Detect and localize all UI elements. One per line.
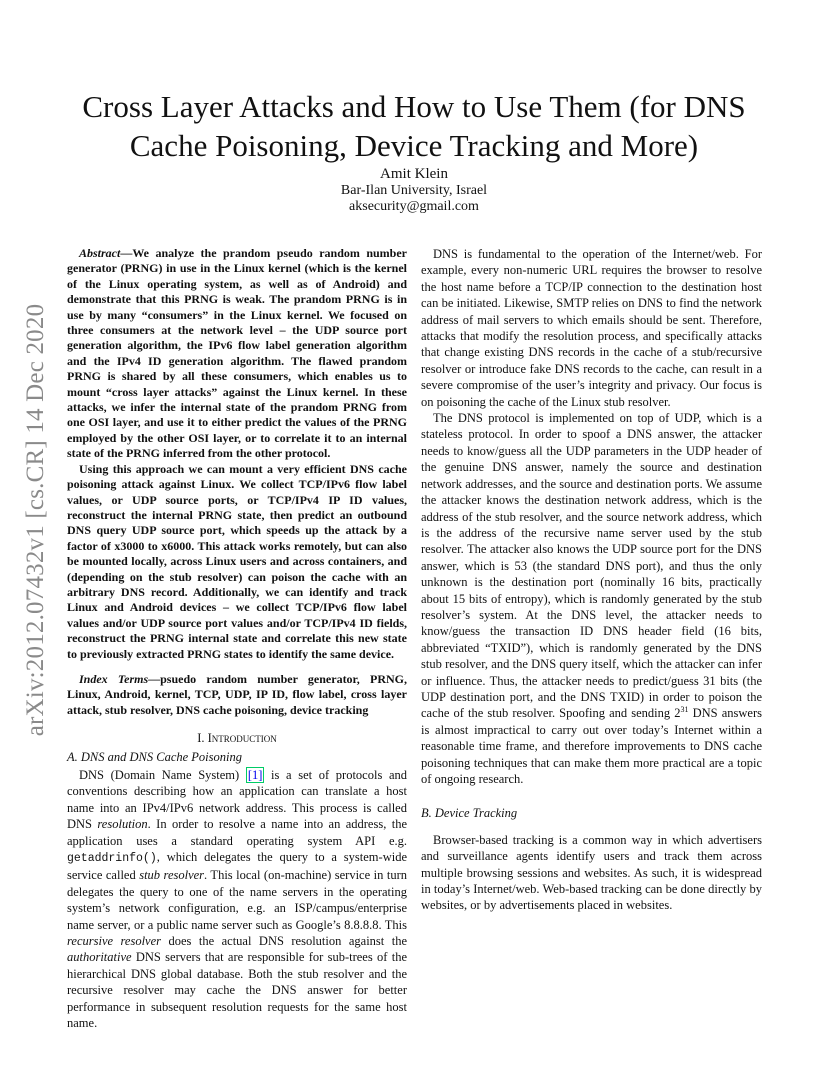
subsection-heading-device-tracking: B. Device Tracking bbox=[421, 806, 518, 821]
subsection-heading-dns: A. DNS and DNS Cache Poisoning bbox=[67, 749, 242, 764]
emphasis-authoritative: authoritative bbox=[67, 950, 132, 965]
intro-paragraph-3 bbox=[421, 410, 762, 787]
abstract-label: Abstract bbox=[79, 246, 121, 260]
author-affiliation: Bar-Ilan University, Israel bbox=[340, 183, 488, 198]
section-heading-introduction: I. Introduction bbox=[197, 731, 277, 746]
abstract-text-1: —We analyze the prandom pseudo random number generator (PRNG) in use in the Linux kernel (which is the kernel of the Linux operating system, as well as of Android) and demonstrate that this PRNG is weak. The prandom PRNG is in use by many “consumers” in the Linux kernel. We focused on three consumers at the network level – the UDP source port generation algorithm, the IPv6 flow label generation algorithm and the IPv4 ID generation algorithm. The flawed prandom PRNG is shared by all these consumers, which enables us to mount “cross layer attacks” against the Linux kernel. In these attacks, we infer the internal state of the prandom PRNG from one OSI layer, and use it to either predict the values of the PRNG employed by the other OSI layer, or to correlate it to an internal state of the PRNG inferred from the other protocol. bbox=[67, 246, 407, 461]
text-run: The DNS protocol is implemented on top of UDP, which is a stateless protocol. In order to spoof a DNS answer, the attacker needs to know/guess all the UDP parameters in the UDP header of the genuine DNS answer, namely the source and destination network addresses, and the source and destination ports. We assume the attacker knows the destination network address, which is the address of the stub resolver, and the source network address, which is the address of the recursive name server used by the stub resolver. The attacker also knows the UDP source port for the DNS answer, which is 53 (the standard DNS port), and thus the only unknown is the destination port (nominally 16 bits, practically about 15 bits of entropy), which is randomly generated by the stub resolver’s system. At the DNS level, the attacker needs to know/guess the transaction ID DNS header field (16 bits, abbreviated “TXID”), which is randomly generated by the DNS stub resolver, and the DNS query itself, which the attacker can infer or influence. Thus, the attacker needs to predict/guess 31 bits (the UDP destination port, and the DNS TXID) in order to poison the cache of the stub resolver. Spoofing and sending 2 bbox=[421, 411, 762, 721]
text-run: . This local (on-machine) service in turn delegates the query to one of the name servers in the operating system’s network configuration, e.g. an ISP/campus/enterprise name server, or a public name server such as Google’s 8.8.8.8. This bbox=[67, 868, 407, 932]
paper-title: Cross Layer Attacks and How to Use Them (for DNS Cache Poisoning, Device Tracking and More) bbox=[82, 88, 746, 163]
index-terms-text: —psuedo random number generator, PRNG, Linux, Android, kernel, TCP, UDP, IP ID, flow label, cross layer attack, stub resolver, DNS cache poisoning, device tracking bbox=[67, 671, 407, 717]
abstract-paragraph-2: Using this approach we can mount a very efficient DNS cache poisoning attack against Linux. We collect TCP/IPv6 flow label values, or UDP source ports, or TCP/IPv4 IP ID values, reconstruct the internal PRNG state, then predict an outbound DNS query UDP source port, which speeds up the attack by a factor of x3000 to x6000. This attack works remotely, but can also be mounted locally, across Linux users and across containers, and (depending on the stub resolver) can poison the cache with an arbitrary DNS record. Additionally, we can identify and track Linux and Android devices – we collect TCP/IPv6 flow label values and/or UDP source port values and/or TCP/IPv4 ID fields, reconstruct the PRNG internal state and correlate this new state to previously extracted PRNG states to identify the same device. bbox=[67, 461, 407, 661]
intro-paragraph-4: Browser-based tracking is a common way in which advertisers and surveillance agents identify users and track them across multiple browsing sessions and websites. As such, it is widespread in today’s Internet/web. Web-based tracking can be done directly by websites, or by advertisements placed in websites. bbox=[421, 832, 762, 913]
text-run: . In order to resolve a name into an address, the application uses a standard operating system API e.g. bbox=[67, 817, 407, 848]
intro-paragraph-1 bbox=[67, 767, 407, 1032]
intro-paragraph-2: DNS is fundamental to the operation of the Internet/web. For example, every non-numeric URL requires the browser to resolve the host name before a TCP/IP connection to the destination host can be initiated. Likewise, SMTP relies on DNS to find the network address of mail servers to which emails should be sent. Therefore, attacks that modify the resolution process, and specifically attacks that change existing DNS records in the cache of a stub/recursive resolver or introduce fake DNS records to the cache, can result in a severe compromise of the user’s integrity and privacy. Our focus is on poisoning the cache of the Linux stub resolver. bbox=[421, 247, 762, 409]
abstract-paragraph-1 bbox=[67, 246, 407, 462]
arxiv-sidebar bbox=[12, 285, 60, 755]
text-run: does the actual DNS resolution against the bbox=[161, 934, 407, 949]
right-column bbox=[421, 246, 762, 914]
emphasis-recursive-resolver: recursive resolver bbox=[67, 934, 162, 949]
index-terms-label: Index Terms bbox=[79, 671, 149, 686]
author-email: aksecurity@gmail.com bbox=[349, 199, 479, 214]
text-run: DNS servers that are responsible for sub-trees of the hierarchical DNS global database. Both the stub resolver and the recursive resolver may cache the DNS answer for better performance in subsequent resolution requests for the same host name. bbox=[67, 950, 407, 1031]
emphasis-stub-resolver: stub resolver bbox=[139, 868, 205, 883]
citation-link-1[interactable]: [1] bbox=[247, 768, 263, 782]
text-run: is a set of protocols and conventions describing how an application can translate a host name into an IPv4/IPv6 network address. This process is called DNS bbox=[67, 768, 407, 832]
text-run: DNS (Domain Name System) bbox=[79, 768, 246, 782]
author-name: Amit Klein bbox=[380, 166, 448, 182]
left-column bbox=[67, 246, 407, 1032]
index-terms bbox=[67, 672, 407, 718]
code-getaddrinfo: getaddrinfo() bbox=[67, 852, 157, 866]
text-run: , which delegates the query to a system-wide service called bbox=[67, 850, 407, 883]
emphasis-resolution: resolution bbox=[97, 817, 148, 832]
text-run: DNS answers is almost impractical to carry out over today’s Internet within a reasonable time frame, and therefore improvements to DNS cache poisoning techniques that can make them more practical are a topic of ongoing research. bbox=[421, 706, 762, 786]
arxiv-identifier: arXiv:2012.07432v1 [cs.CR] 14 Dec 2020 bbox=[22, 303, 49, 737]
superscript-31: 31 bbox=[680, 705, 689, 715]
